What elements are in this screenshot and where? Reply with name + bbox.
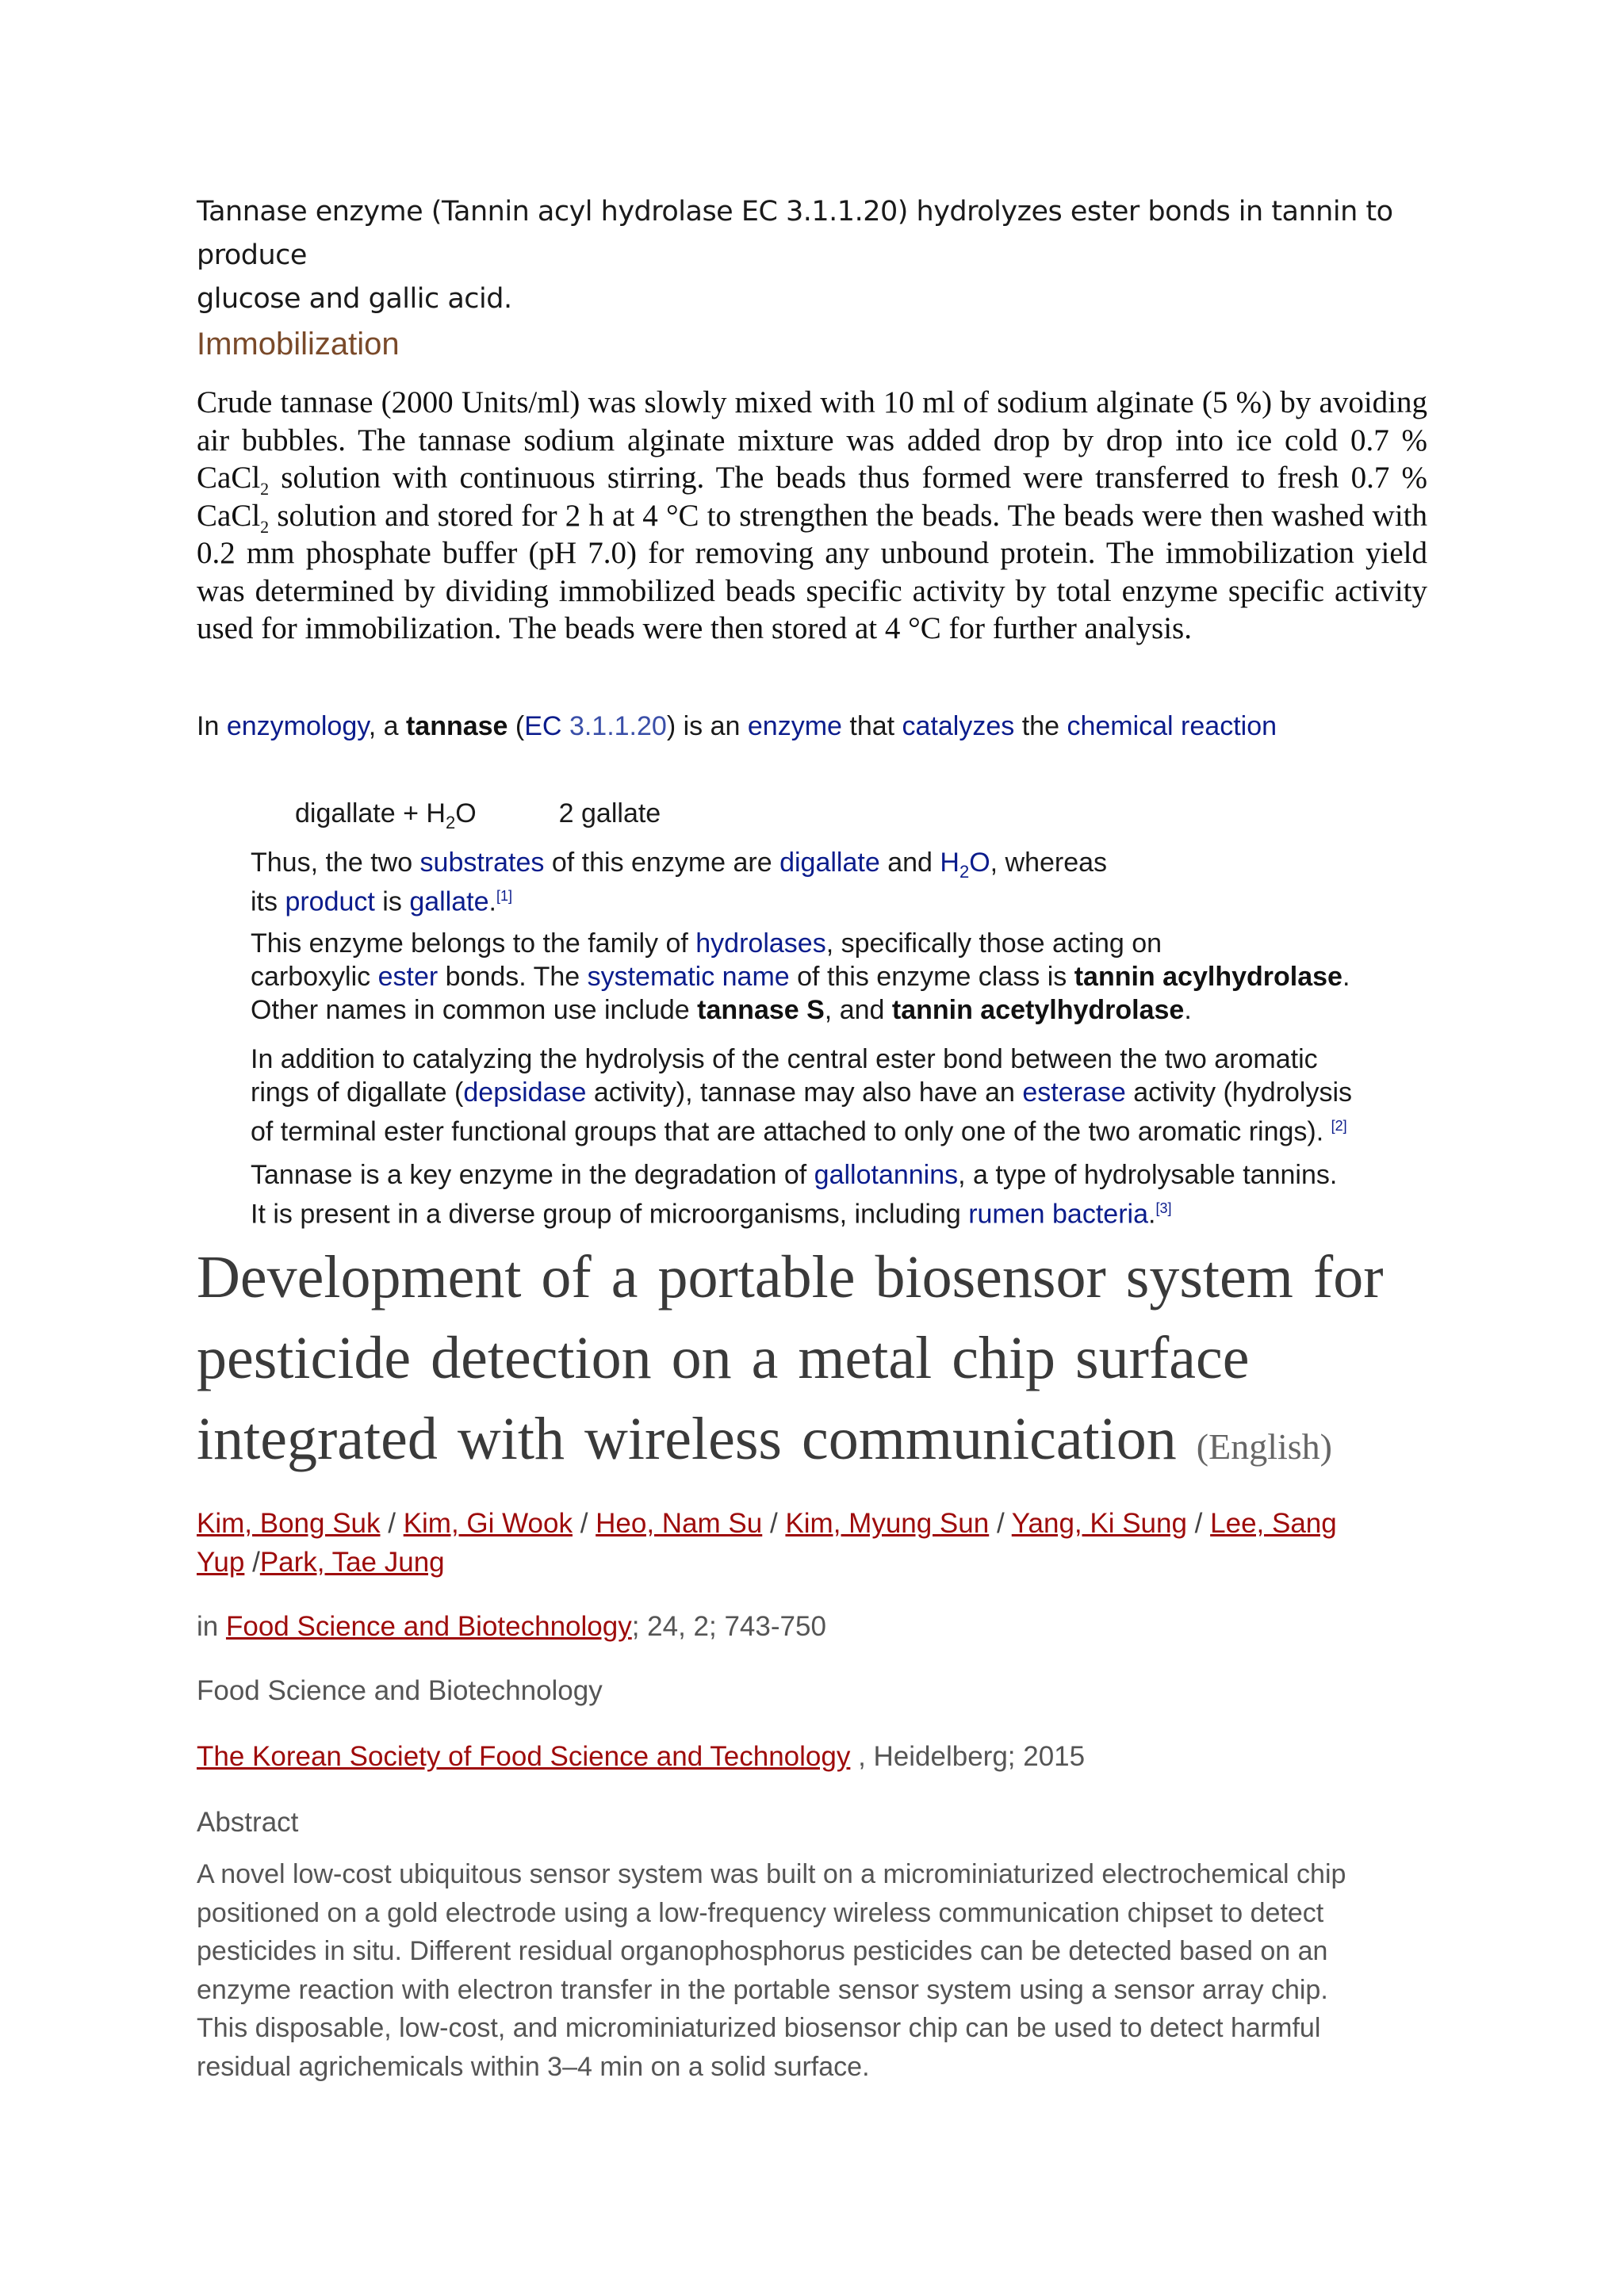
subscript: 2 <box>260 478 270 499</box>
link-depsidase[interactable]: depsidase <box>463 1077 587 1108</box>
link-water[interactable] <box>940 848 990 882</box>
text: It is present in a diverse group of microorganisms, including <box>251 1199 969 1230</box>
link-ec[interactable]: EC <box>524 711 562 741</box>
link-chemical-reaction[interactable]: chemical reaction <box>1067 711 1277 741</box>
link-digallate[interactable]: digallate <box>779 848 880 878</box>
language-label: (English) <box>1196 1426 1332 1467</box>
text: is <box>374 886 410 917</box>
separator: / <box>762 1508 786 1539</box>
wiki-paragraph-family <box>251 927 1440 1027</box>
equation-o: O <box>455 798 477 828</box>
text: In <box>197 711 227 741</box>
equation-rhs: 2 gallate <box>558 798 661 828</box>
text: . <box>1184 995 1192 1025</box>
author-list <box>197 1504 1434 1582</box>
text: . <box>1342 962 1350 992</box>
title-line: pesticide detection on a metal chip surface <box>197 1325 1250 1391</box>
reference-link[interactable]: [2] <box>1331 1118 1347 1134</box>
text <box>561 711 569 741</box>
text: In addition to catalyzing the hydrolysis of the central ester bond between the two aromatic <box>251 1044 1318 1074</box>
text: and <box>879 848 940 878</box>
link-product[interactable]: product <box>285 886 375 917</box>
link-substrates[interactable]: substrates <box>419 848 545 878</box>
reference-link[interactable]: [3] <box>1155 1200 1172 1216</box>
text: , a type of hydrolysable tannins. <box>958 1160 1338 1190</box>
separator: / <box>1186 1508 1211 1539</box>
author-link[interactable]: Lee, Sang <box>1210 1508 1337 1539</box>
wiki-paragraph-activity <box>251 1043 1440 1148</box>
text: Tannase is a key enzyme in the degradation of <box>251 1160 814 1190</box>
text: in <box>197 1611 226 1642</box>
bold-term: tannase <box>405 711 508 741</box>
subscript: 2 <box>260 516 270 537</box>
text: carboxylic <box>251 962 378 992</box>
text: , whereas <box>990 848 1108 878</box>
article-title <box>197 1237 1434 1487</box>
subscript: 2 <box>445 812 456 832</box>
wiki-paragraph-degradation <box>251 1158 1440 1230</box>
text: H <box>940 848 959 878</box>
link-catalyzes[interactable]: catalyzes <box>902 711 1015 741</box>
author-link[interactable]: Kim, Gi Wook <box>403 1508 573 1539</box>
title-line: Development of a portable biosensor system for <box>197 1244 1384 1311</box>
abstract-line: residual agrichemicals within 3–4 min on a solid surface. <box>197 2051 870 2082</box>
text: Other names in common use include <box>251 995 698 1025</box>
link-esterase[interactable]: esterase <box>1022 1077 1126 1108</box>
author-link[interactable]: Heo, Nam Su <box>596 1508 763 1539</box>
link-enzymology[interactable]: enzymology <box>226 711 369 741</box>
text: of terminal ester functional groups that are attached to only one of the two aromatic rings). <box>251 1116 1331 1147</box>
wiki-lead <box>197 708 1277 744</box>
text: Thus, the two <box>251 848 420 878</box>
intro-line: glucose and gallic acid. <box>197 283 512 315</box>
text: , a <box>368 711 406 741</box>
separator: / <box>572 1508 596 1539</box>
text: . <box>1147 1199 1156 1230</box>
link-ec-number[interactable]: 3.1.1.20 <box>569 711 667 741</box>
abstract-line: pesticides in situ. Different residual organophosphorus pesticides can be detected based on an <box>197 1936 1328 1966</box>
text: O <box>969 848 990 878</box>
abstract-heading: Abstract <box>197 1807 299 1838</box>
abstract-text <box>197 1855 1434 2086</box>
journal-link[interactable]: Food Science and Biotechnology <box>225 1611 632 1642</box>
intro-paragraph <box>197 190 1434 321</box>
author-link[interactable]: Yang, Ki Sung <box>1011 1508 1187 1539</box>
para-text: solution and stored for 2 h at 4 °C to strengthen the beads. The beads were then washed with 0.2 mm phosphate buffer (pH 7.0) for removing any unbound protein. The immobilization yield was determined by dividing immobilized beads specific activity by total enzyme specific activity used for immobilization. The beads were then stored at 4 °C for further analysis. <box>197 498 1427 645</box>
link-rumen-bacteria[interactable]: rumen bacteria <box>968 1199 1148 1230</box>
journal-citation <box>197 1609 826 1645</box>
bold-term: tannin acetylhydrolase <box>891 995 1185 1025</box>
text: This enzyme belongs to the family of <box>251 928 696 959</box>
text: , specifically those acting on <box>825 928 1162 959</box>
equation-lhs: digallate + H <box>295 798 446 828</box>
immobilization-paragraph <box>197 384 1427 648</box>
link-gallate[interactable]: gallate <box>409 886 489 917</box>
link-enzyme[interactable]: enzyme <box>747 711 842 741</box>
text: the <box>1014 711 1067 741</box>
journal-info: ; 24, 2; 743-750 <box>631 1611 826 1642</box>
publisher-link[interactable]: The Korean Society of Food Science and Technology <box>197 1741 851 1772</box>
link-gallotannins[interactable]: gallotannins <box>814 1160 959 1190</box>
text: that <box>841 711 902 741</box>
text: ) is an <box>666 711 748 741</box>
intro-line: Tannase enzyme (Tannin acyl hydrolase EC 3.1.1.20) hydrolyzes ester bonds in tannin to produce <box>197 196 1393 271</box>
text: ( <box>508 711 525 741</box>
reaction-equation <box>295 795 661 832</box>
author-link[interactable]: Kim, Myung Sun <box>785 1508 990 1539</box>
para-text: Crude tannase (2000 Units/ml) was slowly mixed with 10 ml of sodium alginate (5 %) by avoiding air bubbles. The tannase sodium alginate mixture was added drop by drop into ice cold 0.7 % CaCl <box>197 385 1427 495</box>
para-text: solution with continuous stirring. The beads thus formed were transferred to fresh 0.7 % CaCl <box>197 461 1427 533</box>
abstract-line: positioned on a gold electrode using a low-frequency wireless communication chipset to detect <box>197 1897 1324 1928</box>
link-systematic-name[interactable]: systematic name <box>587 962 790 992</box>
abstract-line: This disposable, low-cost, and microminiaturized biosensor chip can be used to detect harmful <box>197 2013 1321 2043</box>
section-heading: Immobilization <box>197 327 400 362</box>
text: . <box>488 886 496 917</box>
author-link[interactable]: Yup <box>197 1547 245 1578</box>
abstract-line: A novel low-cost ubiquitous sensor system was built on a microminiaturized electrochemical chip <box>197 1859 1346 1889</box>
text: rings of digallate ( <box>251 1077 464 1108</box>
separator: / <box>244 1547 260 1578</box>
bold-term: tannin acylhydrolase <box>1074 962 1342 992</box>
text: activity (hydrolysis <box>1125 1077 1353 1108</box>
subscript: 2 <box>959 861 970 882</box>
bold-term: tannase S <box>697 995 825 1025</box>
wiki-paragraph-substrates <box>251 846 1440 918</box>
text: of this enzyme class is <box>789 962 1074 992</box>
separator: / <box>380 1508 404 1539</box>
author-link[interactable]: Kim, Bong Suk <box>197 1508 381 1539</box>
text: , and <box>824 995 892 1025</box>
journal-name: Food Science and Biotechnology <box>197 1675 603 1706</box>
separator: / <box>989 1508 1012 1539</box>
text: its <box>251 886 285 917</box>
reference-link[interactable]: [1] <box>496 888 512 904</box>
title-line: integrated with wireless communication <box>197 1406 1177 1472</box>
abstract-line: enzyme reaction with electron transfer in the portable sensor system using a sensor array chip. <box>197 1974 1328 2005</box>
publisher <box>197 1739 1085 1775</box>
author-link[interactable]: Park, Tae Jung <box>259 1547 445 1578</box>
link-ester[interactable]: ester <box>377 962 439 992</box>
link-hydrolases[interactable]: hydrolases <box>695 928 826 959</box>
text: bonds. The <box>438 962 588 992</box>
text: of this enzyme are <box>544 848 780 878</box>
text: activity), tannase may also have an <box>586 1077 1023 1108</box>
publisher-info: , Heidelberg; 2015 <box>850 1741 1086 1772</box>
